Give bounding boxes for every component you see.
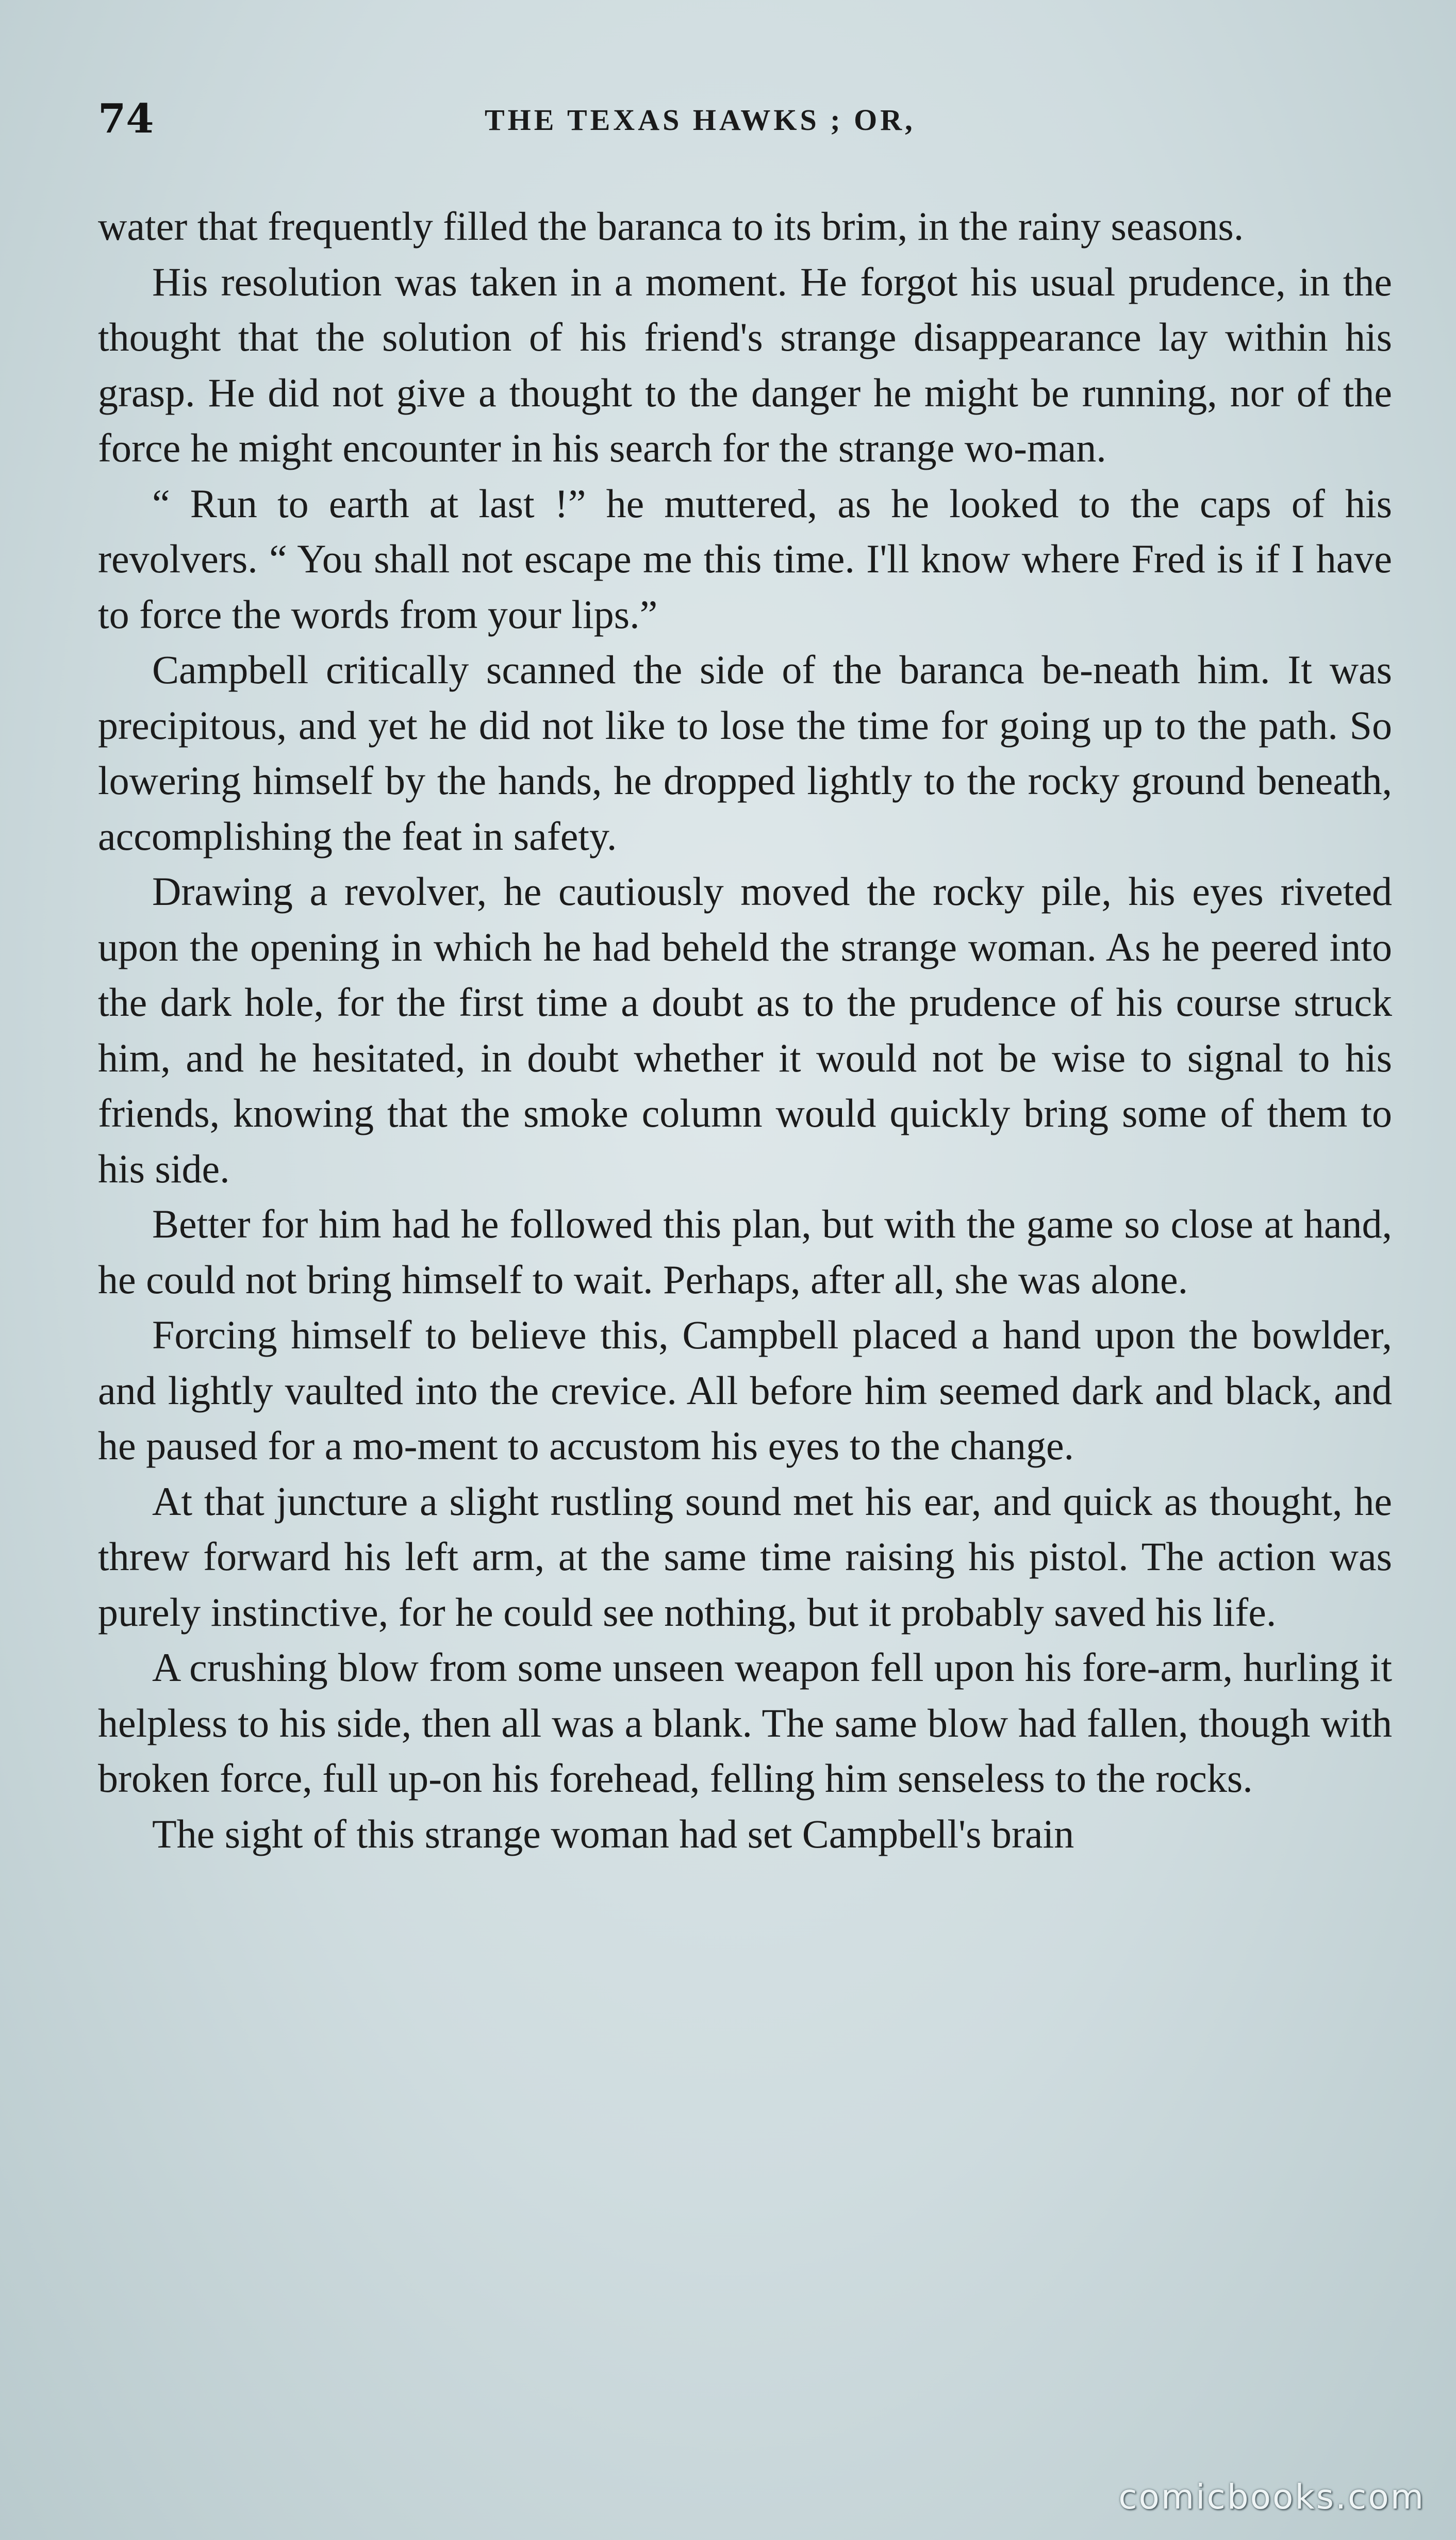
paragraph: The sight of this strange woman had set Campbell's brain	[152, 1811, 1074, 1856]
page-number: 74	[98, 95, 154, 142]
watermark: comicbooks.com	[1118, 2477, 1425, 2517]
running-head: THE TEXAS HAWKS ; OR,	[485, 103, 916, 137]
page-header	[98, 95, 1397, 157]
paragraph: His resolution was taken in a moment. He forgot his usual prudence, in the thought that the solution of his friend's strange disappearance lay within his grasp. He did not give a thought to the danger he might be running, nor of the force he might encounter in his search for the strange wo-man.	[98, 259, 1392, 470]
paragraph: Campbell critically scanned the side of the baranca be-neath him. It was precipitous, and yet he did not like to lose the time for going up to the path. So lowering himself by the hands, he dropped lightly to the rocky ground beneath, accomplishing the feat in safety.	[98, 647, 1392, 859]
paragraph: Drawing a revolver, he cautiously moved the rocky pile, his eyes riveted upon the opening in which he had beheld the strange woman. As he peered into the dark hole, for the first time a doubt as to the prudence of his course struck him, and he hesitated, in doubt whether it would not be wise to signal to his friends, knowing that the smoke column would quickly bring some of them to his side.	[98, 869, 1392, 1191]
paragraph: “ Run to earth at last !” he muttered, as he looked to the caps of his revolvers. “ You shall not escape me this time. I'll know where Fred is if I have to force the words from your lips.”	[98, 481, 1392, 637]
paragraph: At that juncture a slight rustling sound met his ear, and quick as thought, he threw forward his left arm, at the same time raising his pistol. The action was purely instinctive, for he could see nothing, but it probably saved his life.	[98, 1478, 1392, 1635]
paragraph: A crushing blow from some unseen weapon fell upon his fore-arm, hurling it helpless to his side, then all was a blank. The same blow had fallen, though with broken force, full up-on his forehead, felling him senseless to the rocks.	[98, 1645, 1392, 1801]
paragraph: Forcing himself to believe this, Campbell placed a hand upon the bowlder, and lightly vaulted into the crevice. All before him seemed dark and black, and he paused for a mo-ment to accustom his eyes to the change.	[98, 1312, 1392, 1468]
paragraph: Better for him had he followed this plan, but with the game so close at hand, he could not bring himself to wait. Perhaps, after all, she was alone.	[98, 1201, 1392, 1302]
body-text	[98, 199, 1392, 1861]
paragraph: water that frequently filled the baranca to its brim, in the rainy seasons.	[98, 204, 1244, 249]
